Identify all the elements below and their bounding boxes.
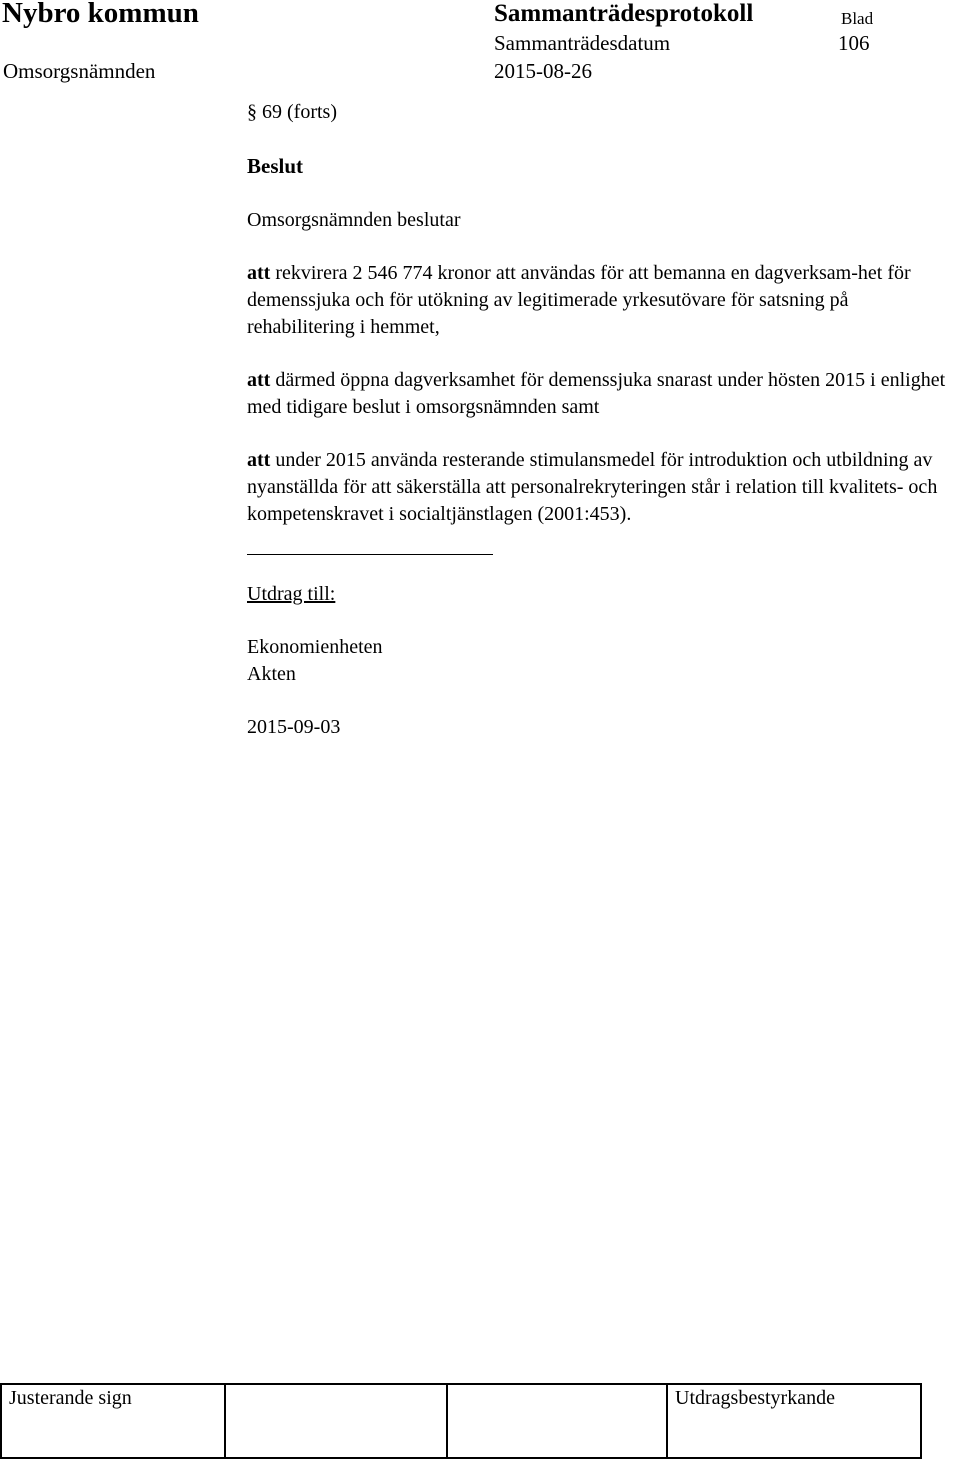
- signature-cell-justerande: [0, 1383, 226, 1459]
- decision-text: rekvirera 2 546 774 kronor att användas för att bemanna en dagverksam-het för demenssjuka och för utökning av legitimerade yrkesutövare för satsning på rehabilitering i hemmet,: [247, 262, 911, 338]
- decision-text: under 2015 använda resterande stimulansmedel för introduktion och utbildning av nyanställda för att säkerställa att personalrekryteringen står i relation till kvalitets- och kompetenskravet i socialtjänstlagen (2001:453).: [247, 449, 938, 525]
- decision-keyword: att: [247, 369, 271, 391]
- document-type: Sammanträdesprotokoll: [494, 0, 754, 27]
- decision-item: [247, 367, 947, 421]
- organization-name: Nybro kommun: [2, 0, 199, 29]
- committee-name: Omsorgsnämnden: [3, 59, 156, 83]
- extract-label: Utdrag till:: [247, 583, 336, 605]
- decision-intro: Omsorgsnämnden beslutar: [247, 209, 461, 231]
- section-number: [247, 101, 337, 124]
- signature-cell-utdrag: [666, 1383, 922, 1459]
- meeting-date: 2015-08-26: [494, 59, 592, 83]
- extract-recipient: Akten: [247, 663, 296, 685]
- decision-keyword: att: [247, 449, 271, 471]
- decision-item: [247, 447, 947, 528]
- section-label: 69 (forts): [262, 101, 337, 123]
- section-symbol: §: [247, 101, 257, 123]
- extract-date: 2015-09-03: [247, 716, 341, 738]
- signature-cell: [446, 1383, 668, 1459]
- decision-text: därmed öppna dagverksamhet för demenssjuka snarast under hösten 2015 i enlighet med tidigare beslut i omsorgsnämnden samt: [247, 369, 946, 418]
- decision-keyword: att: [247, 262, 271, 284]
- justerande-sign-label: Justerande sign: [9, 1387, 132, 1409]
- decision-item: [247, 260, 947, 341]
- extract-recipient: Ekonomienheten: [247, 636, 383, 658]
- page-label: Blad: [841, 9, 874, 28]
- meeting-date-label: Sammanträdesdatum: [494, 31, 671, 55]
- divider-line: [247, 554, 493, 555]
- decision-heading: Beslut: [247, 154, 304, 178]
- utdragsbestyrkande-label: Utdragsbestyrkande: [675, 1387, 835, 1409]
- signature-table: [0, 1383, 922, 1461]
- page-number: 106: [838, 31, 870, 55]
- signature-cell: [224, 1383, 448, 1459]
